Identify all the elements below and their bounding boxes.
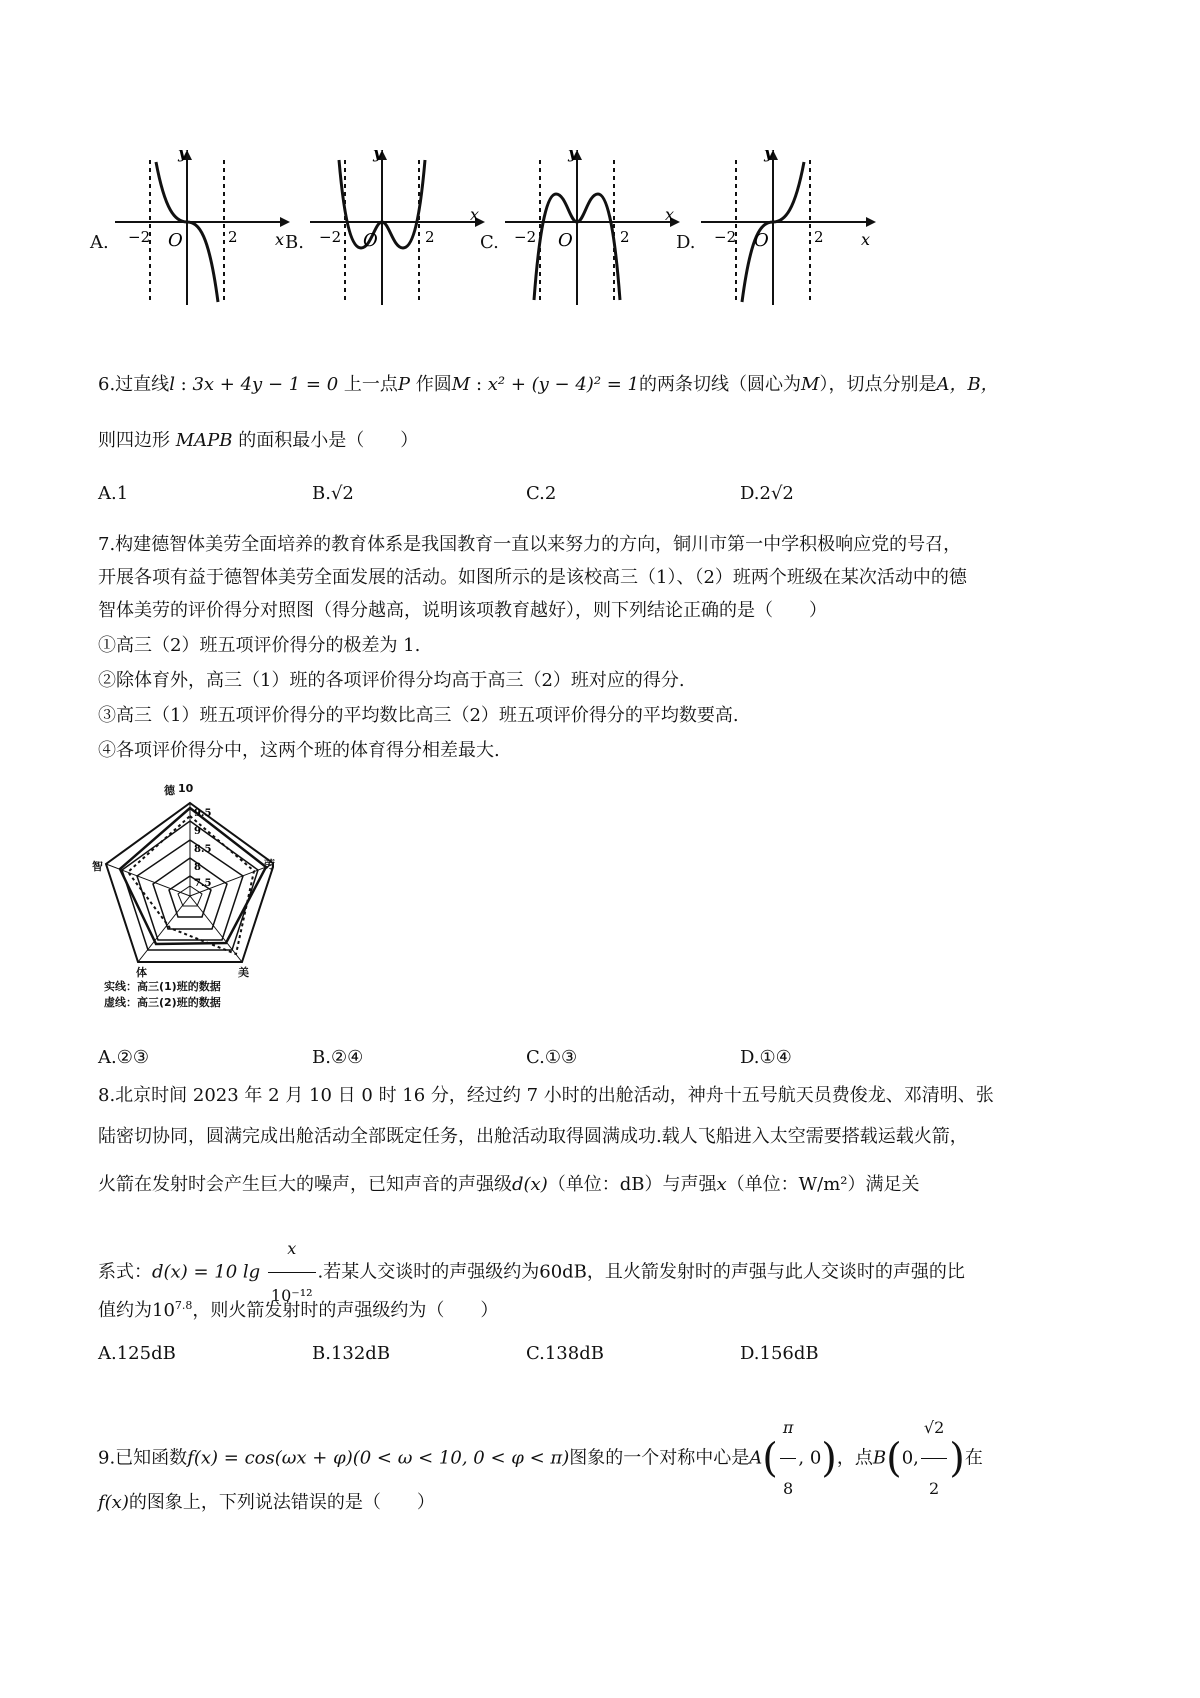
tick-8: 8	[194, 862, 201, 873]
radar-axis-max: 10	[178, 782, 194, 795]
math-fx-def: f(x) = cos(ωx + φ)(0 < ω < 10, 0 < φ < π)	[187, 1447, 570, 1469]
text: 0,	[901, 1447, 919, 1469]
math-mapb: MAPB	[175, 430, 233, 451]
text: 系式：	[98, 1261, 152, 1283]
math-p: P	[397, 374, 411, 395]
math-dx: d(x)	[512, 1174, 548, 1195]
text: 的两条切线（圆心为	[639, 374, 802, 395]
text: 在	[964, 1447, 983, 1469]
x-axis-label: x	[275, 230, 285, 249]
fraction-denominator: 2	[929, 1479, 940, 1498]
text: 6.过直线	[98, 374, 170, 395]
graph-b-icon	[305, 150, 485, 330]
paren: (	[886, 1435, 902, 1482]
paren: (	[762, 1435, 778, 1482]
option-letter: A.	[90, 232, 109, 253]
fraction-denominator: 10⁻¹²	[270, 1286, 313, 1305]
q6-option-d: D.2√2	[740, 483, 794, 504]
text: 9.已知函数	[98, 1447, 188, 1469]
q8-line-5	[98, 1293, 498, 1324]
fraction	[921, 1398, 947, 1519]
fraction	[780, 1398, 797, 1519]
q5-option-b	[285, 150, 485, 330]
tick-9: 9	[194, 826, 201, 837]
text: （单位：W/m²）满足关	[726, 1174, 920, 1195]
radar-label-ti: 体	[136, 966, 147, 979]
q7-option-c: C.①③	[526, 1047, 578, 1068]
radar-chart	[92, 782, 275, 1020]
math-l: l	[169, 374, 175, 395]
origin-label: O	[754, 230, 769, 251]
origin-label: O	[168, 230, 183, 251]
text: 火箭在发射时会产生巨大的噪声，已知声音的声强级	[98, 1174, 512, 1195]
exponent: 7.8	[174, 1299, 193, 1312]
q8-line-2: 陆密切协同，圆满完成出舱活动全部既定任务，出舱活动取得圆满成功.载人飞船进入太空需要搭载运载火箭，	[98, 1126, 968, 1147]
text: 的图象上，下列说法错误的是（ ）	[128, 1492, 435, 1513]
y-axis-label: y	[178, 150, 188, 162]
q8-option-a: A.125dB	[98, 1343, 176, 1364]
text: 的面积最小是（ ）	[238, 430, 419, 451]
q8-line-3	[98, 1172, 919, 1198]
option-letter: B.	[285, 232, 304, 253]
y-axis-label: y	[373, 150, 383, 162]
q5-option-a	[90, 150, 290, 330]
fraction-numerator: π	[780, 1398, 797, 1459]
math-m: M	[801, 374, 820, 395]
x-axis-label: x	[861, 230, 871, 249]
text: ，则火箭发射时的声强级约为（ ）	[192, 1300, 499, 1321]
q8-option-c: C.138dB	[526, 1343, 604, 1364]
math-fx: f(x)	[98, 1492, 129, 1513]
y-axis-label: y	[764, 150, 774, 162]
math-b: B	[872, 1447, 887, 1469]
q7-option-d: D.①④	[740, 1047, 792, 1068]
y-axis-label: y	[568, 150, 578, 162]
math-dx-formula: d(x) = 10 lg	[152, 1261, 261, 1283]
graph-a-icon	[110, 150, 290, 330]
x-axis-label: x	[665, 205, 675, 224]
graph-c-icon	[500, 150, 680, 330]
tick-pos2: 2	[814, 228, 824, 246]
q7-line-2: 开展各项有益于德智体美劳全面发展的活动。如图所示的是该校高三（1）、（2）班两个班级在某次活动中的德	[98, 567, 967, 588]
q6-line-2	[98, 428, 418, 454]
tick-neg2: −2	[514, 228, 537, 246]
q7-statement-4: ④各项评价得分中，这两个班的体育得分相差最大.	[98, 740, 500, 761]
radar-label-mei: 美	[238, 966, 249, 979]
text: 值约为10	[98, 1300, 175, 1321]
tick-pos2: 2	[620, 228, 630, 246]
tick-pos2: 2	[228, 228, 238, 246]
paren: )	[821, 1435, 837, 1482]
q6-option-b: B.√2	[312, 483, 354, 504]
tick-neg2: −2	[319, 228, 342, 246]
math-m: M	[451, 374, 471, 395]
option-letter: D.	[676, 232, 696, 253]
math-x: x	[716, 1174, 727, 1195]
text: ），切点分别是	[819, 374, 937, 395]
math-line-eq: 3x + 4y − 1 = 0	[192, 374, 339, 395]
x-axis-label: x	[470, 205, 480, 224]
fraction-denominator: 8	[783, 1479, 794, 1498]
q8-line-1: 8.北京时间 2023 年 2 月 10 日 0 时 16 分，经过约 7 小时的出舱活动，神舟十五号航天员费俊龙、邓清明、张	[98, 1085, 994, 1106]
q6-line-1: 6.过直线l : 3x + 4y − 1 = 0 上一点P 作圆M : x² + (y − 4)² = 1的两条切线（圆心为M），切点分别是A，B，	[98, 374, 999, 395]
fraction-numerator: x	[268, 1226, 316, 1273]
q7-option-b: B.②④	[312, 1047, 364, 1068]
text: （单位：dB）与声强	[547, 1174, 717, 1195]
math-ab: A，B，	[936, 374, 999, 395]
tick-7-5: 7.5	[194, 878, 212, 889]
graph-d-icon	[696, 150, 876, 330]
q7-option-a: A.②③	[98, 1047, 149, 1068]
q8-option-b: B.132dB	[312, 1343, 391, 1364]
radar-label-de: 德	[164, 784, 175, 797]
q8-option-d: D.156dB	[740, 1343, 819, 1364]
q7-statement-1: ①高三（2）班五项评价得分的极差为 1.	[98, 635, 421, 656]
text: , 0	[798, 1447, 822, 1469]
text: ，点	[836, 1447, 873, 1469]
q9-line-2	[98, 1490, 435, 1516]
q6-option-a: A.1	[98, 483, 129, 504]
fraction-numerator: √2	[921, 1398, 947, 1459]
radar-legend-solid: 实线：高三(1)班的数据	[104, 980, 221, 993]
tick-neg2: −2	[128, 228, 151, 246]
q6-option-c: C.2	[526, 483, 557, 504]
tick-8-5: 8.5	[194, 844, 212, 855]
radar-label-zhi: 智	[92, 860, 103, 873]
tick-9-5: 9.5	[194, 808, 212, 819]
text: 上一点	[343, 374, 398, 395]
option-letter: C.	[480, 232, 499, 253]
text: 作圆	[415, 374, 452, 395]
origin-label: O	[363, 230, 378, 251]
text: 则四边形	[98, 430, 170, 451]
tick-pos2: 2	[425, 228, 435, 246]
tick-neg2: −2	[714, 228, 737, 246]
q5-option-c	[480, 150, 680, 330]
q5-option-d	[676, 150, 876, 330]
math-circle-eq: x² + (y − 4)² = 1	[487, 374, 640, 395]
text: .若某人交谈时的声强级约为60dB，且火箭发射时的声强与此人交谈时的声强的比	[317, 1261, 965, 1283]
q7-line-3: 智体美劳的评价得分对照图（得分越高，说明该项教育越好），则下列结论正确的是（ ）	[98, 600, 827, 621]
radar-legend-dashed: 虚线：高三(2)班的数据	[104, 996, 221, 1009]
radar-label-lao: 劳	[264, 858, 275, 871]
q7-statement-2: ②除体育外，高三（1）班的各项评价得分均高于高三（2）班对应的得分.	[98, 670, 685, 691]
origin-label: O	[558, 230, 573, 251]
math-a: A	[749, 1447, 763, 1469]
paren: )	[949, 1435, 965, 1482]
q7-line-1: 7.构建德智体美劳全面培养的教育体系是我国教育一直以来努力的方向，铜川市第一中学积极响应党的号召，	[98, 534, 962, 555]
q7-statement-3: ③高三（1）班五项评价得分的平均数比高三（2）班五项评价得分的平均数要高.	[98, 705, 739, 726]
text: 图象的一个对称中心是	[569, 1447, 750, 1469]
